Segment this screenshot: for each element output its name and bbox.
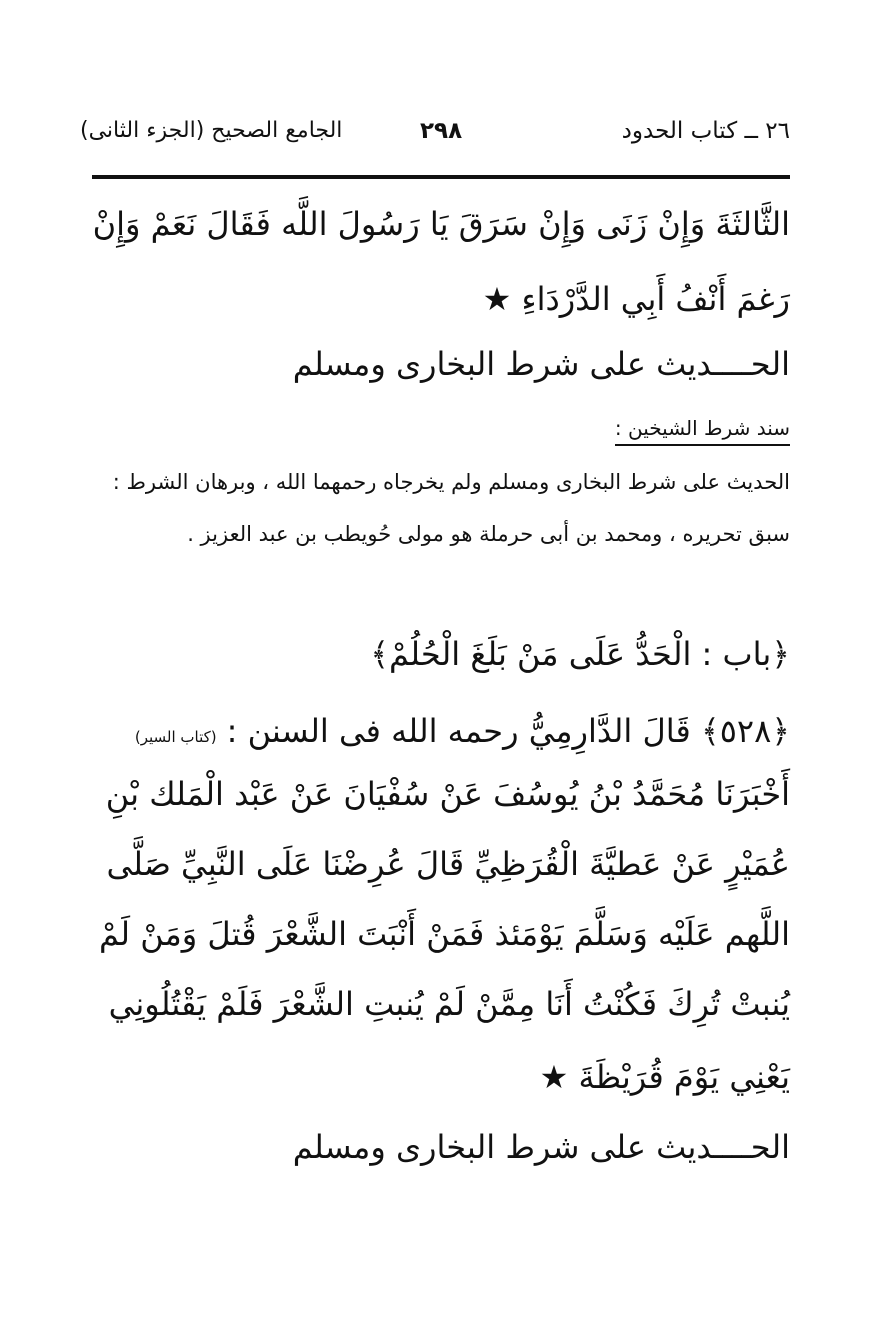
book-title: الجامع الصحيح (الجزء الثانى) <box>80 118 343 143</box>
hadith-text-line: يَعْنِي يَوْمَ قُرَيْظَةَ ★ <box>539 1058 790 1096</box>
chapter-heading: ﴿باب : الْحَدُّ عَلَى مَنْ بَلَغَ الْحُلُمْ﴾ <box>370 635 790 673</box>
hadith-number-line <box>135 712 790 750</box>
note-text-line: الحديث على شرط البخارى ومسلم ولم يخرجاه رحمهما الله ، وبرهان الشرط : <box>112 470 790 494</box>
hadith-text-line: الثَّالثَةَ وَإِنْ زَنَى وَإِنْ سَرَقَ يَا رَسُولَ اللَّه فَقَالَ نَعَمْ وَإِنْ <box>92 205 790 243</box>
hadith-text-line: أَخْبَرَنَا مُحَمَّدُ بْنُ يُوسُفَ عَنْ سُفْيَانَ عَنْ عَبْد الْمَلك بْنِ <box>105 775 790 813</box>
source-reference: (كتاب السير) <box>134 728 217 746</box>
page-header <box>80 118 790 158</box>
hadith-text-line: رَغمَ أَنْفُ أَبِي الدَّرْدَاءِ ★ <box>482 280 790 318</box>
hadith-text-line: عُمَيْرٍ عَنْ عَطيَّةَ الْقُرَظِيِّ قَالَ عُرِضْنَا عَلَى النَّبِيِّ صَلَّى <box>106 845 790 883</box>
grading-line: الحــــديث على شرط البخارى ومسلم <box>292 345 790 383</box>
hadith-text-line: اللَّهم عَلَيْه وَسَلَّمَ يَوْمَئذ فَمَنْ أَنْبَتَ الشَّعْرَ قُتلَ وَمَنْ لَمْ <box>98 915 790 953</box>
hadith-intro: ﴿٥٢٨﴾ قَالَ الدَّارِمِيُّ رحمه الله فى السنن : <box>226 712 790 750</box>
hadith-text-line: يُنبتْ تُرِكَ فَكُنْتُ أَنَا مِمَّنْ لَمْ يُنبتِ الشَّعْرَ فَلَمْ يَقْتُلُونِي <box>108 985 790 1023</box>
chapter-title: ٢٦ ــ كتاب الحدود <box>621 118 790 144</box>
sanad-heading: سند شرط الشيخين : <box>615 416 790 446</box>
header-rule <box>92 175 790 179</box>
note-text-line: سبق تحريره ، ومحمد بن أبى حرملة هو مولى حُويطب بن عبد العزيز . <box>187 522 790 546</box>
grading-line: الحــــديث على شرط البخارى ومسلم <box>292 1128 790 1166</box>
page-number: ٢٩٨ <box>420 118 463 144</box>
